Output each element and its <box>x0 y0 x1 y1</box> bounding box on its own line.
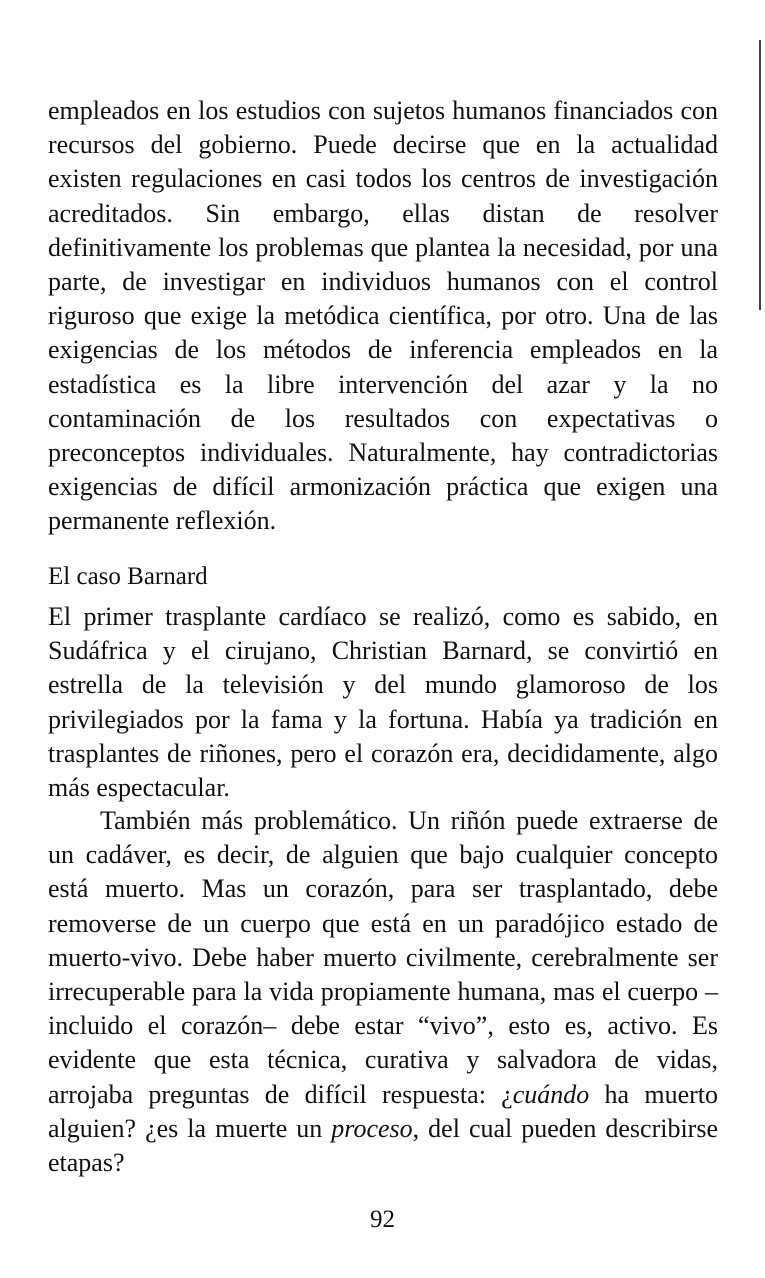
paragraph-barnard-intro: El primer trasplante cardíaco se realizó, como es sabido, en Sudáfrica y el cirujano, Christian Barnard, se convirtió en estrella de la televisión y del mundo glamoroso de los privilegiados por la fama y la fortuna. Había ya tradición en trasplantes de riñones, pero el corazón era, decididamente, algo más espectacular. <box>48 602 718 803</box>
paragraph-continuation: empleados en los estudios con sujetos humanos financiados con recursos del gobierno. Puede decirse que en la actualidad existen regulaciones en casi todos los centros de investigación acreditados. Sin embargo, ellas distan de resolver definitivamente los problemas que plantea la necesidad, por una parte, de investigar en individuos humanos con el control riguroso que exige la metódica científica, por otro. Una de las exigencias de los métodos de inferencia empleados en la estadística es la libre intervención del azar y la no contaminación de los resultados con expectativas o preconceptos individuales. Naturalmente, hay contradictorias exigencias de difícil armonización práctica que exigen una permanente reflexión. <box>48 96 718 536</box>
paragraph-text-part2: ha muerto alguien? ¿es la muerte un <box>48 1079 719 1143</box>
page-edge-line <box>759 40 761 310</box>
section-heading: El caso Barnard <box>48 563 208 590</box>
paragraph-text-part3: , del cual pueden describirse etapas? <box>48 1113 718 1178</box>
italic-word-proceso: proceso <box>331 1113 413 1143</box>
page-number: 92 <box>370 1206 395 1233</box>
paragraph-problematic <box>48 804 718 1180</box>
paragraph-text-part1: También más problemático. Un riñón puede extraerse de un cadáver, es decir, de alguien que bajo cualquier concepto está muerto. Mas un corazón, para ser trasplantado, debe removerse de un cuerpo que está en un paradójico estado de muerto-vivo. Debe haber muerto civilmente, cerebralmente ser irrecuperable para la vida propiamente humana, mas el cuerpo –incluido el corazón– debe estar “vivo”, esto es, activo. Es evidente que esta técnica, curativa y salvadora de vidas, arrojaba preguntas de difícil respuesta: ¿ <box>48 806 718 1109</box>
italic-word-cuando: cuándo <box>512 1079 590 1109</box>
